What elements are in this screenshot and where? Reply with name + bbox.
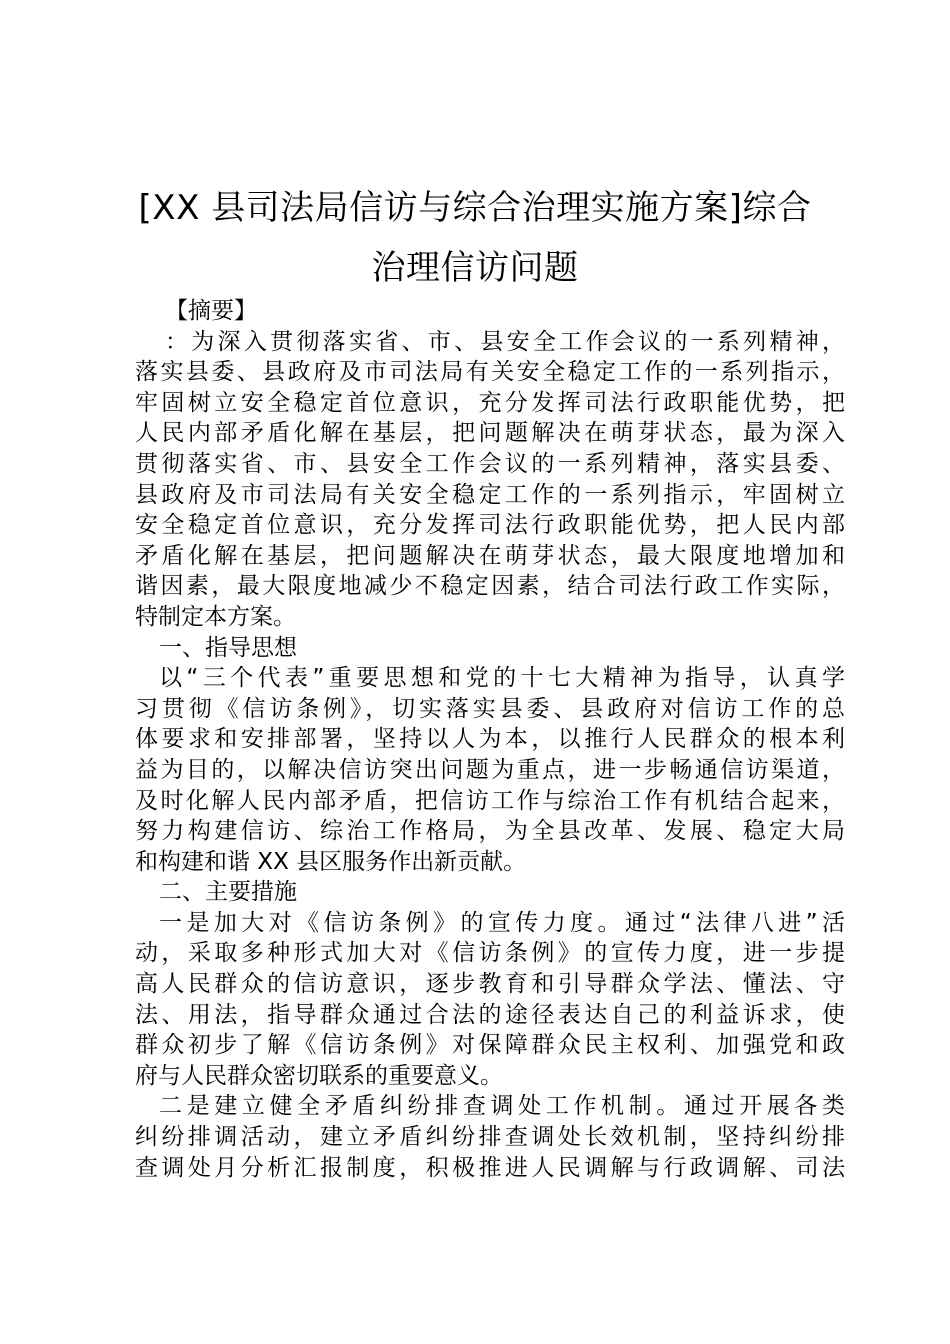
section-heading: 二、主要措施 (159, 879, 297, 906)
body-line: 落实县委、县政府及市司法局有关安全稳定工作的一系列指示， (135, 359, 845, 386)
body-line: 努力构建信访、综治工作格局，为全县改革、发展、稳定大局 (135, 818, 845, 845)
body-line: 一是加大对《信访条例》的宣传力度。通过“法律八进”活 (159, 909, 845, 936)
body-line: 牢固树立安全稳定首位意识，充分发挥司法行政职能优势，把 (135, 389, 845, 416)
body-line: 查调处月分析汇报制度，积极推进人民调解与行政调解、司法 (135, 1154, 845, 1181)
body-line: 特制定本方案。 (135, 603, 296, 630)
body-line: 纠纷排调活动，建立矛盾纠纷排查调处长效机制，坚持纠纷排 (135, 1124, 845, 1151)
body-line: 县政府及市司法局有关安全稳定工作的一系列指示，牢固树立 (135, 481, 845, 508)
body-line: 谐因素，最大限度地减少不稳定因素，结合司法行政工作实际， (135, 573, 845, 600)
body-line: 和构建和谐 XX 县区服务作出新贡献。 (135, 848, 527, 875)
section-heading: 一、指导思想 (159, 634, 297, 661)
body-line: 贯彻落实省、市、县安全工作会议的一系列精神，落实县委、 (135, 450, 845, 477)
body-line: 体要求和安排部署，坚持以人为本，以推行人民群众的根本利 (135, 726, 845, 753)
body-line: 安全稳定首位意识，充分发挥司法行政职能优势，把人民内部 (135, 512, 845, 539)
body-line: 府与人民群众密切联系的重要意义。 (135, 1062, 503, 1089)
body-line: 及时化解人民内部矛盾，把信访工作与综治工作有机结合起来， (135, 787, 845, 814)
body-line: 习贯彻《信访条例》，切实落实县委、县政府对信访工作的总 (135, 695, 845, 722)
body-line: 二是建立健全矛盾纠纷排查调处工作机制。通过开展各类 (159, 1093, 845, 1120)
body-line: 人民内部矛盾化解在基层，把问题解决在萌芽状态，最为深入 (135, 420, 845, 447)
body-line: 益为目的，以解决信访突出问题为重点，进一步畅通信访渠道， (135, 756, 845, 783)
abstract-label: 【摘要】 (165, 298, 257, 324)
body-line: 以“三个代表”重要思想和党的十七大精神为指导，认真学 (159, 665, 845, 692)
document-title-line-1: [XX 县司法局信访与综合治理实施方案]综合 (138, 188, 812, 228)
body-line: 群众初步了解《信访条例》对保障群众民主权利、加强党和政 (135, 1032, 845, 1059)
body-line: ：为深入贯彻落实省、市、县安全工作会议的一系列精神， (165, 328, 845, 355)
body-line: 法、用法，指导群众通过合法的途径表达自己的利益诉求，使 (135, 1001, 845, 1028)
document-body (135, 296, 845, 1183)
body-line: 高人民群众的信访意识，逐步教育和引导群众学法、懂法、守 (135, 971, 845, 998)
document-title-line-2: 治理信访问题 (371, 248, 579, 288)
body-line: 动，采取多种形式加大对《信访条例》的宣传力度，进一步提 (135, 940, 845, 967)
body-line: 矛盾化解在基层，把问题解决在萌芽状态，最大限度地增加和 (135, 542, 845, 569)
